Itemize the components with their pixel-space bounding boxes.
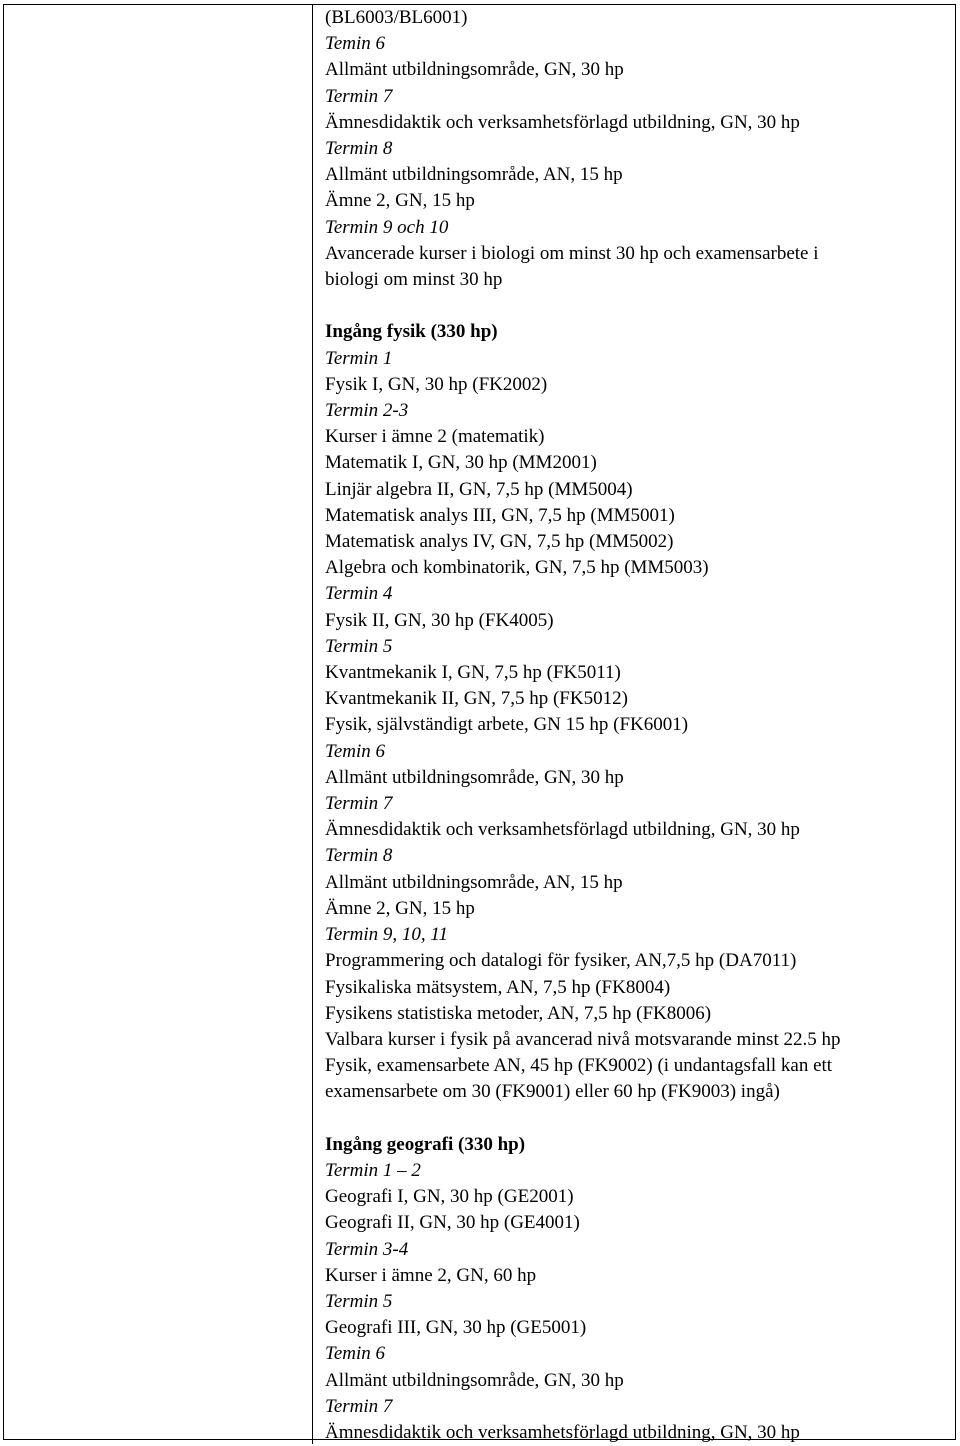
course-line: Matematisk analys IV, GN, 7,5 hp (MM5002) [325, 531, 674, 553]
course-line: Allmänt utbildningsområde, AN, 15 hp [325, 164, 623, 186]
course-line: Kvantmekanik I, GN, 7,5 hp (FK5011) [325, 662, 621, 684]
course-line: Linjär algebra II, GN, 7,5 hp (MM5004) [325, 478, 633, 500]
course-line: (BL6003/BL6001) [325, 7, 468, 28]
section-spacer [325, 293, 945, 319]
term-label: Termin 7 [325, 85, 393, 107]
course-line: Fysik II, GN, 30 hp (FK4005) [325, 609, 554, 631]
term-label: Termin 4 [325, 583, 393, 605]
course-line: Matematik I, GN, 30 hp (MM2001) [325, 452, 597, 474]
course-line: Allmänt utbildningsområde, GN, 30 hp [325, 1369, 624, 1391]
course-line: Fysikaliska mätsystem, AN, 7,5 hp (FK8004) [325, 976, 671, 998]
course-line: Geografi I, GN, 30 hp (GE2001) [325, 1186, 574, 1208]
term-label: Temin 6 [325, 1343, 386, 1365]
course-line: Allmänt utbildningsområde, AN, 15 hp [325, 871, 623, 893]
course-line: Allmänt utbildningsområde, GN, 30 hp [325, 766, 624, 788]
course-line: Ämne 2, GN, 15 hp [325, 897, 475, 919]
term-label: Termin 5 [325, 1290, 393, 1312]
term-label: Termin 9 och 10 [325, 216, 449, 238]
right-column-content [325, 5, 945, 1446]
term-label: Termin 2-3 [325, 400, 409, 422]
term-label: Termin 3-4 [325, 1238, 409, 1260]
term-label: Temin 6 [325, 33, 386, 55]
course-line: Matematisk analys III, GN, 7,5 hp (MM5001) [325, 504, 675, 526]
course-line: Fysik, självständigt arbete, GN 15 hp (FK6001) [325, 714, 689, 736]
course-line: Allmänt utbildningsområde, GN, 30 hp [325, 59, 624, 81]
course-line: examensarbete om 30 (FK9001) eller 60 hp (FK9003) ingå) [325, 1081, 780, 1103]
section-heading: Ingång geografi (330 hp) [325, 1133, 526, 1155]
term-label: Termin 5 [325, 635, 393, 657]
term-label: Termin 8 [325, 138, 393, 160]
course-line: biologi om minst 30 hp [325, 269, 503, 291]
course-line: Ämnesdidaktik och verksamhetsförlagd utbildning, GN, 30 hp [325, 111, 800, 133]
course-line: Geografi II, GN, 30 hp (GE4001) [325, 1212, 580, 1234]
course-line: Kurser i ämne 2, GN, 60 hp [325, 1264, 537, 1286]
term-label: Termin 9, 10, 11 [325, 924, 448, 946]
column-divider [312, 4, 313, 1444]
term-label: Termin 7 [325, 1395, 393, 1417]
course-line: Kvantmekanik II, GN, 7,5 hp (FK5012) [325, 688, 628, 710]
term-label: Termin 8 [325, 845, 393, 867]
course-line: Avancerade kurser i biologi om minst 30 hp och examensarbete i [325, 242, 819, 264]
course-line: Programmering och datalogi för fysiker, AN,7,5 hp (DA7011) [325, 950, 797, 972]
term-label: Termin 7 [325, 793, 393, 815]
term-label: Termin 1 [325, 347, 393, 369]
course-line: Kurser i ämne 2 (matematik) [325, 426, 545, 448]
section-spacer [325, 1106, 945, 1132]
course-line: Fysik, examensarbete AN, 45 hp (FK9002) (i undantagsfall kan ett [325, 1055, 833, 1077]
course-line: Geografi III, GN, 30 hp (GE5001) [325, 1317, 587, 1339]
course-line: Ämnesdidaktik och verksamhetsförlagd utbildning, GN, 30 hp [325, 819, 800, 841]
term-label: Temin 6 [325, 740, 386, 762]
course-line: Ämne 2, GN, 15 hp [325, 190, 475, 212]
course-line: Algebra och kombinatorik, GN, 7,5 hp (MM5003) [325, 557, 709, 579]
course-line: Fysikens statistiska metoder, AN, 7,5 hp (FK8006) [325, 1002, 712, 1024]
course-line: Fysik I, GN, 30 hp (FK2002) [325, 373, 548, 395]
course-line: Ämnesdidaktik och verksamhetsförlagd utbildning, GN, 30 hp [325, 1421, 800, 1443]
section-heading: Ingång fysik (330 hp) [325, 321, 498, 343]
term-label: Termin 1 – 2 [325, 1159, 421, 1181]
course-line: Valbara kurser i fysik på avancerad nivå motsvarande minst 22.5 hp [325, 1028, 841, 1050]
